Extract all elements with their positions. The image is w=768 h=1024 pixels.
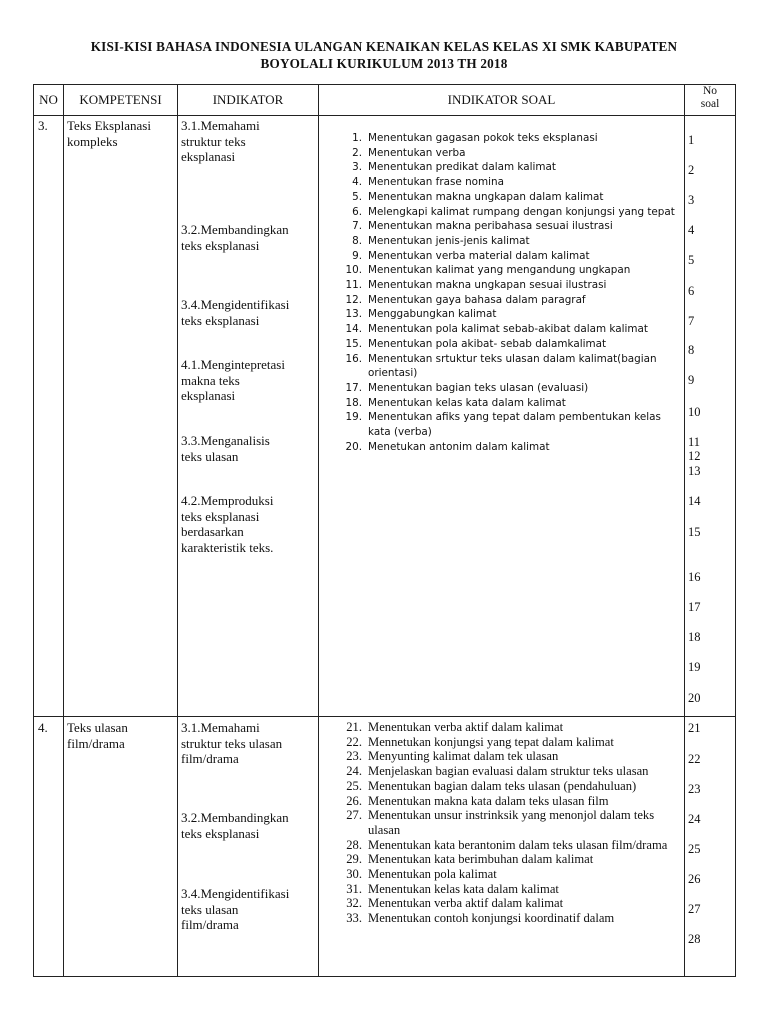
section2-indikator-1 bbox=[181, 720, 282, 767]
soal-item bbox=[332, 234, 684, 249]
indikator-line: eksplanasi bbox=[181, 388, 236, 403]
soal-number-cell: 7 bbox=[688, 314, 695, 328]
soal-item bbox=[332, 322, 684, 337]
section1-no: 3. bbox=[38, 118, 48, 133]
col-border-left bbox=[33, 84, 34, 977]
soal-text: Menentukan kelas kata dalam kalimat bbox=[368, 881, 559, 896]
indikator-line: 3.4.Mengidentifikasi bbox=[181, 886, 290, 901]
soal-item bbox=[332, 867, 684, 882]
section1-indikator-6 bbox=[181, 493, 273, 555]
soal-text: Menentukan gaya bahasa dalam paragraf bbox=[368, 293, 586, 306]
soal-number-cell: 6 bbox=[688, 284, 695, 298]
indikator-line: teks ulasan bbox=[181, 901, 239, 917]
soal-number: 26. bbox=[346, 793, 362, 808]
soal-number: 33. bbox=[346, 911, 362, 926]
indikator-line: eksplanasi bbox=[181, 149, 236, 164]
soal-text: Menggabungkan kalimat bbox=[368, 308, 497, 321]
soal-number-cell: 3 bbox=[688, 193, 695, 207]
header-no-soal bbox=[685, 85, 735, 111]
section2-kompetensi-line: Teks ulasan bbox=[67, 720, 128, 735]
soal-number: 15. bbox=[345, 337, 362, 350]
indikator-line: makna teks bbox=[181, 372, 240, 388]
indikator-line: struktur teks ulasan bbox=[181, 735, 283, 751]
soal-item bbox=[332, 278, 684, 293]
title-line-1: KISI-KISI BAHASA INDONESIA ULANGAN KENAIKAN KELAS KELAS XI SMK KABUPATEN bbox=[90, 39, 678, 54]
section2-kompetensi bbox=[67, 720, 128, 751]
section2-kompetensi-line: film/drama bbox=[67, 735, 125, 751]
soal-text: Mennetukan konjungsi yang tepat dalam kalimat bbox=[368, 734, 614, 749]
indikator-line: 4.2.Memproduksi bbox=[181, 493, 274, 508]
soal-number: 17. bbox=[345, 381, 362, 394]
soal-number-cell: 24 bbox=[688, 812, 701, 826]
soal-text: Menentukan makna kata dalam teks ulasan film bbox=[368, 793, 609, 808]
header-indikator-soal: INDIKATOR SOAL bbox=[447, 92, 556, 107]
soal-item bbox=[332, 749, 684, 764]
col-border-kompetensi bbox=[177, 84, 178, 977]
col-border-no bbox=[63, 84, 64, 977]
soal-text: Menentukan predikat dalam kalimat bbox=[368, 161, 556, 174]
col-border-indikator bbox=[318, 84, 319, 977]
indikator-line: 3.1.Memahami bbox=[181, 118, 260, 133]
soal-number-cell: 9 bbox=[688, 373, 695, 387]
section1-kompetensi bbox=[67, 118, 151, 149]
soal-text: Menentukan makna ungkapan dalam kalimat bbox=[368, 190, 604, 203]
soal-number: 16. bbox=[345, 352, 362, 365]
soal-number: 4. bbox=[352, 176, 362, 189]
soal-number: 7. bbox=[352, 220, 362, 233]
soal-number-cell: 10 bbox=[688, 405, 701, 419]
indikator-line: film/drama bbox=[181, 917, 239, 932]
indikator-line: film/drama bbox=[181, 751, 239, 766]
indikator-line: struktur teks bbox=[181, 133, 246, 149]
soal-number: 24. bbox=[346, 764, 362, 779]
soal-item bbox=[332, 190, 684, 205]
soal-text: Menentukan bagian dalam teks ulasan (pendahuluan) bbox=[368, 778, 637, 793]
soal-number-cell: 8 bbox=[688, 343, 695, 357]
indikator-line: teks eksplanasi bbox=[181, 312, 260, 328]
soal-number-cell: 11 bbox=[688, 435, 701, 449]
soal-number-cell: 25 bbox=[688, 842, 701, 856]
soal-number-cell: 15 bbox=[688, 525, 701, 539]
section1-indikator-1 bbox=[181, 118, 260, 165]
soal-number: 6. bbox=[352, 205, 362, 218]
title-line-2: BOYOLALI KURIKULUM 2013 TH 2018 bbox=[260, 56, 508, 71]
soal-text: Menentukan pola akibat- sebab dalamkalimat bbox=[368, 337, 607, 350]
soal-text: Menentukan kata berimbuhan dalam kalimat bbox=[368, 852, 594, 867]
soal-text: Menentukan bagian teks ulasan (evaluasi) bbox=[368, 381, 589, 394]
section1-kompetensi-line: kompleks bbox=[67, 133, 118, 149]
soal-number: 13. bbox=[345, 308, 362, 321]
soal-number-cell: 27 bbox=[688, 902, 701, 916]
soal-text: Menentukan kata berantonim dalam teks ulasan film/drama bbox=[368, 837, 668, 852]
soal-text: Menentukan gagasan pokok teks eksplanasi bbox=[368, 132, 598, 144]
indikator-line: berdasarkan bbox=[181, 524, 244, 539]
soal-number: 12. bbox=[345, 293, 362, 306]
indikator-line: 3.3.Menganalisis bbox=[181, 433, 270, 448]
soal-item bbox=[332, 779, 684, 794]
section1-indikator-3 bbox=[181, 297, 289, 328]
soal-item bbox=[332, 794, 684, 809]
soal-number-cell: 18 bbox=[688, 630, 701, 644]
indikator-line: 3.2.Membandingkan bbox=[181, 810, 289, 825]
soal-number-cell: 20 bbox=[688, 691, 701, 705]
soal-item bbox=[332, 808, 684, 837]
document-title bbox=[30, 38, 738, 72]
header-no-soal-line1: No bbox=[702, 85, 718, 97]
soal-text: Menentukan kelas kata dalam kalimat bbox=[368, 396, 566, 409]
soal-item bbox=[332, 131, 684, 146]
indikator-line: 4.1.Mengintepretasi bbox=[181, 357, 285, 372]
section2-no: 4. bbox=[38, 720, 48, 735]
soal-text: Menetukan antonim dalam kalimat bbox=[368, 440, 550, 453]
indikator-line: karakteristik teks. bbox=[181, 539, 274, 555]
soal-number-cell: 12 bbox=[688, 449, 701, 463]
soal-item bbox=[332, 263, 684, 278]
soal-number-cell: 21 bbox=[688, 721, 701, 735]
soal-number: 27. bbox=[346, 808, 362, 823]
soal-number-cell: 14 bbox=[688, 494, 701, 508]
soal-item bbox=[332, 396, 684, 411]
soal-number: 22. bbox=[346, 734, 362, 749]
soal-number: 3. bbox=[352, 161, 362, 174]
soal-number: 5. bbox=[352, 190, 362, 203]
section2-soal-list bbox=[332, 720, 684, 926]
soal-number: 1. bbox=[352, 132, 362, 144]
soal-text: Menentukan kalimat yang mengandung ungkapan bbox=[368, 264, 631, 277]
soal-number-cell: 2 bbox=[688, 163, 695, 177]
soal-text: Menentukan makna ungkapan sesuai ilustrasi bbox=[368, 279, 607, 292]
soal-number-cell: 23 bbox=[688, 782, 701, 796]
soal-item bbox=[332, 175, 684, 190]
header-bottom-border bbox=[33, 115, 736, 116]
soal-number: 10. bbox=[345, 264, 362, 277]
soal-number: 30. bbox=[346, 867, 362, 882]
soal-text: Menjelaskan bagian evaluasi dalam struktur teks ulasan bbox=[368, 764, 649, 779]
soal-number-cell: 5 bbox=[688, 253, 695, 267]
soal-item bbox=[332, 882, 684, 897]
soal-number: 11. bbox=[345, 279, 362, 292]
soal-text: Menyunting kalimat dalam tek ulasan bbox=[368, 749, 559, 764]
soal-number: 8. bbox=[352, 234, 362, 247]
soal-number: 32. bbox=[346, 896, 362, 911]
soal-item bbox=[332, 381, 684, 396]
soal-item bbox=[332, 307, 684, 322]
soal-item bbox=[332, 764, 684, 779]
soal-item bbox=[332, 838, 684, 853]
soal-item bbox=[332, 911, 684, 926]
soal-number: 21. bbox=[346, 720, 362, 734]
soal-text: Menentukan jenis-jenis kalimat bbox=[368, 234, 530, 247]
soal-item bbox=[332, 205, 684, 220]
soal-number: 25. bbox=[346, 778, 362, 793]
col-border-right bbox=[735, 84, 736, 977]
soal-text: Menentukan verba aktif dalam kalimat bbox=[368, 720, 564, 734]
col-border-soal bbox=[684, 84, 685, 977]
soal-number: 14. bbox=[345, 323, 362, 336]
header-no: NO bbox=[39, 92, 58, 107]
soal-number-cell: 22 bbox=[688, 752, 701, 766]
soal-text: Menentukan contoh konjungsi koordinatif dalam bbox=[368, 911, 615, 926]
soal-item bbox=[332, 852, 684, 867]
soal-number-cell: 26 bbox=[688, 872, 701, 886]
indikator-line: 3.4.Mengidentifikasi bbox=[181, 297, 290, 312]
soal-number: 18. bbox=[345, 396, 362, 409]
section-divider bbox=[33, 716, 736, 717]
section1-indikator-4 bbox=[181, 357, 285, 404]
header-no-soal-line2: soal bbox=[700, 98, 720, 110]
soal-number-cell: 17 bbox=[688, 600, 701, 614]
soal-number: 29. bbox=[346, 852, 362, 867]
soal-text: Menentukan verba aktif dalam kalimat bbox=[368, 896, 564, 911]
soal-item bbox=[332, 249, 684, 264]
header-kompetensi: KOMPETENSI bbox=[79, 92, 162, 107]
indikator-line: teks eksplanasi bbox=[181, 825, 260, 841]
section1-kompetensi-line: Teks Eksplanasi bbox=[67, 118, 151, 133]
soal-number: 28. bbox=[346, 837, 362, 852]
soal-text: Menentukan pola kalimat sebab-akibat dalam kalimat bbox=[368, 323, 648, 336]
soal-number: 23. bbox=[346, 749, 362, 764]
section1-indikator-5 bbox=[181, 433, 270, 464]
soal-number-cell: 16 bbox=[688, 570, 701, 584]
soal-item bbox=[332, 219, 684, 234]
soal-text: Menentukan makna peribahasa sesuai ilustrasi bbox=[368, 220, 613, 233]
soal-number-cell: 1 bbox=[688, 133, 695, 147]
soal-text: Menentukan unsur instrinksik yang menonjol dalam teks ulasan bbox=[368, 808, 655, 837]
indikator-line: teks ulasan bbox=[181, 448, 239, 464]
soal-item bbox=[332, 410, 684, 439]
soal-text: Menentukan verba material dalam kalimat bbox=[368, 249, 590, 262]
soal-number: 20. bbox=[345, 440, 362, 453]
soal-item bbox=[332, 735, 684, 750]
section1-soal-list bbox=[332, 131, 684, 454]
soal-text: Menentukan srtuktur teks ulasan dalam kalimat(bagian orientasi) bbox=[368, 352, 657, 380]
soal-item bbox=[332, 440, 684, 455]
table-top-border bbox=[33, 84, 736, 85]
soal-number: 31. bbox=[346, 881, 362, 896]
soal-number: 2. bbox=[352, 146, 362, 159]
section2-indikator-2 bbox=[181, 810, 289, 841]
indikator-line: 3.2.Membandingkan bbox=[181, 222, 289, 237]
soal-item bbox=[332, 160, 684, 175]
soal-item bbox=[332, 293, 684, 308]
soal-item bbox=[332, 352, 684, 381]
soal-text: Menentukan frase nomina bbox=[368, 176, 504, 189]
section1-indikator-2 bbox=[181, 222, 289, 253]
soal-number: 9. bbox=[352, 249, 362, 262]
indikator-line: teks eksplanasi bbox=[181, 237, 260, 253]
soal-text: Menentukan afiks yang tepat dalam pembentukan kelas kata (verba) bbox=[368, 411, 661, 439]
soal-item bbox=[332, 896, 684, 911]
soal-number: 19. bbox=[345, 411, 362, 424]
indikator-line: 3.1.Memahami bbox=[181, 720, 260, 735]
indikator-line: teks eksplanasi bbox=[181, 508, 260, 524]
header-indikator: INDIKATOR bbox=[212, 92, 284, 107]
soal-item bbox=[332, 337, 684, 352]
table-bottom-border bbox=[33, 976, 736, 977]
soal-text: Menentukan verba bbox=[368, 146, 466, 159]
soal-number-cell: 28 bbox=[688, 932, 701, 946]
soal-text: Melengkapi kalimat rumpang dengan konjungsi yang tepat bbox=[368, 205, 675, 218]
soal-number-cell: 13 bbox=[688, 464, 701, 478]
soal-text: Menentukan pola kalimat bbox=[368, 867, 497, 882]
soal-number-cell: 19 bbox=[688, 660, 701, 674]
soal-item bbox=[332, 720, 684, 735]
section2-indikator-3 bbox=[181, 886, 289, 933]
soal-number-cell: 4 bbox=[688, 223, 695, 237]
soal-item bbox=[332, 146, 684, 161]
